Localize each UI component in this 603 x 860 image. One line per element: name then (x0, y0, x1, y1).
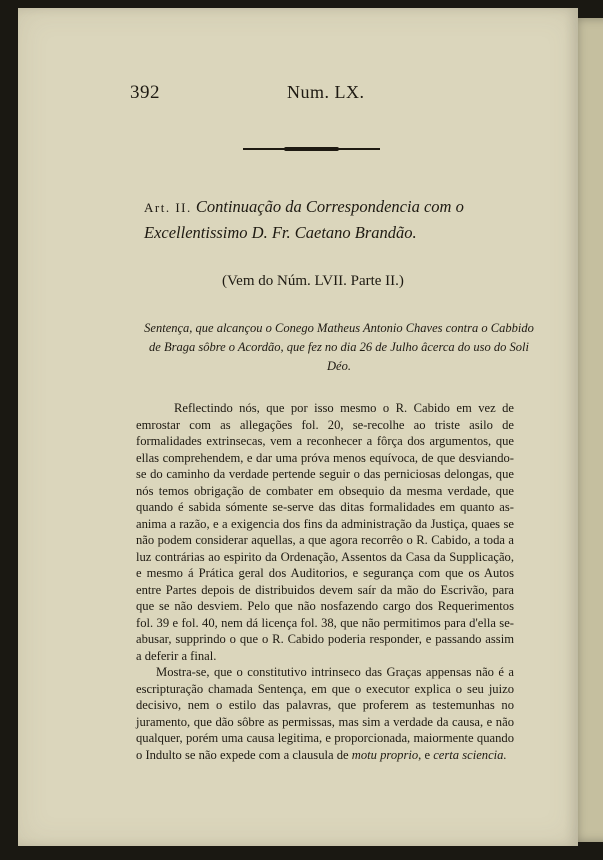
page-number: 392 (130, 82, 160, 103)
article-title: Continuação da Correspondencia com o Excellentissimo D. Fr. Caetano Brandão. (144, 197, 464, 242)
page-header (130, 82, 550, 110)
sentence-heading: Sentença, que alcançou o Conego Matheus Antonio Chaves contra o Cabbido de Braga sôbre o Acordão, que fez no dia 26 de Julho âcerca do uso do Soli Déo. (144, 321, 534, 373)
running-title: Num. LX. (287, 82, 365, 102)
continuation-note: (Vem do Núm. LVII. Parte II.) (222, 273, 404, 289)
italic-phrase-2: certa sciencia. (433, 747, 507, 762)
article-label: Art. II. (144, 200, 192, 215)
body-text (136, 400, 514, 763)
article-heading (144, 194, 544, 245)
italic-phrase-1: motu proprio (351, 747, 419, 762)
paragraph-2-text: Mostra-se, que o constitutivo intrinseco das Graças appensas não é a escripturação chamada Sentença, em que o executor explica o seu juizo decisivo, nem o estilo das palavras, que proferem as testemunhas no juramento, que dão sôbre as permissas, mas sim a verdade da causa, e não qualquer, porém uma causa legitima, e proporcionada, maiormente quando o Indulto se não expede com a clausula de (136, 665, 514, 762)
paragraph-1: Reflectindo nós, que por isso mesmo o R. Cabido em vez de emrostar com as allegações fol. 20, se-recolhe ao triste asilo de formalidades extrinsecas, vem a reconhecer a fôrça dos argumentos, que ellas comprehendem, e dar uma próva menos equívoca, de que desviando-se do caminho da verdade pertende seguir o das perniciosas delongas, que nós temos obrigação de combater em obsequio da mesma verdade, que quando é sabida sómente se-serve das ditas formalidades em quanto as-anima a razão, e a exigencia dos fins da administração da Justiça, quaes se não podem considerar aquellas, a que agora recorrêo o R. Cabido, a toda a luz contrárias ao espirito da Ordenação, Assentos da Casa da Supplicação, e mesmo á Prática geral dos Auditorios, e segurança com que os Autos entre Partes depois de distribuidos devem saír da mão do Escrivão, para que se não desviem. Pelo que não nosfazendo cargo dos Requerimentos fol. 39 e fol. 40, nem dá licença fol. 38, que não permitimos para d'ella se-abusar, supprindo o que o R. Cabido poderia responder, e passando assim a deferir a final. (136, 401, 514, 663)
paragraph-2 (136, 664, 514, 763)
paragraph-2-connector: , e (418, 747, 431, 762)
decorative-rule (243, 147, 380, 151)
